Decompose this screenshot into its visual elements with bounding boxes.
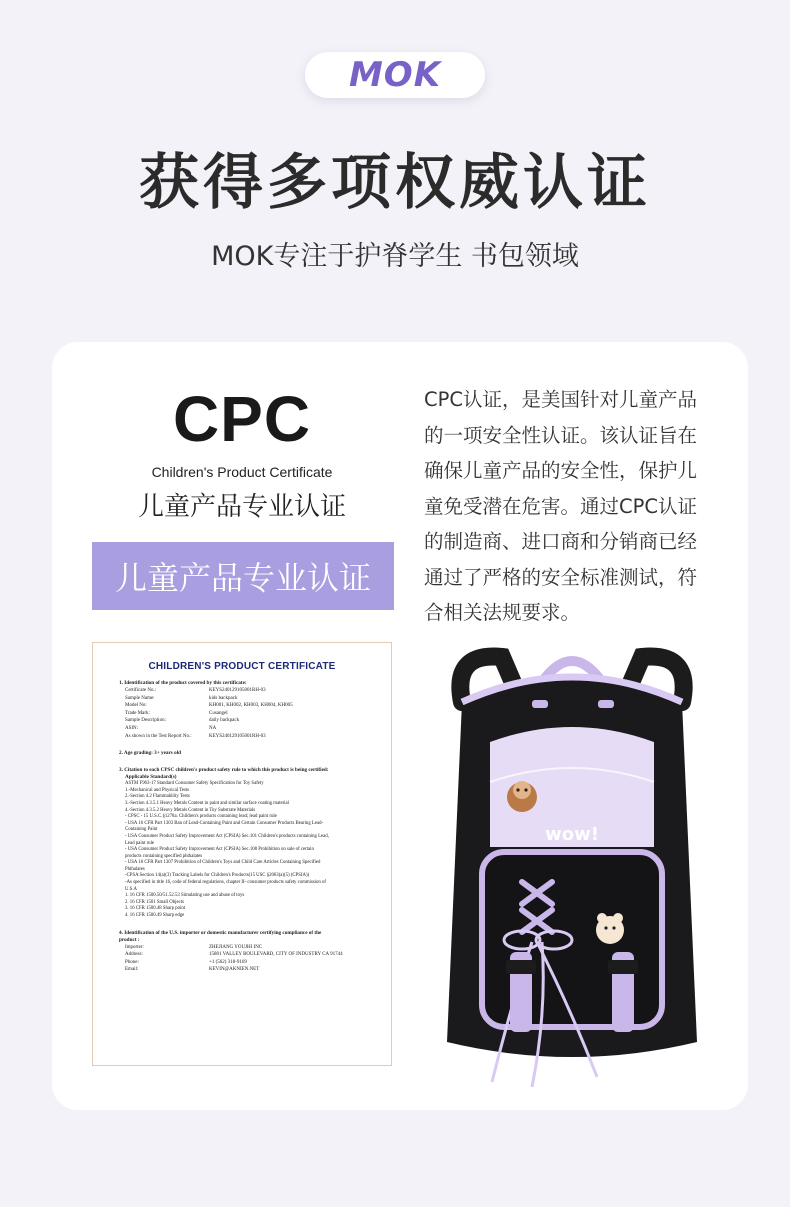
- certificate-rule-line: - USA 16 CFR Part 1303 Ban of Lead-Containing Paint and Certain Consumer Products Bearing Lead-: [125, 820, 324, 826]
- certificate-field-row: [119, 725, 365, 733]
- certificate-field-value: Cusangel: [209, 710, 228, 716]
- certificate-field-value: KEYS240129105001RH-03: [209, 688, 266, 693]
- certificate-rule-line: ASTM F963-17 Standard Consumer Safety Specification for Toy Safety: [125, 781, 264, 787]
- certificate-field-key: Importer:: [125, 944, 144, 950]
- certificate-rule-line: 2.-Section 4.2 Flammability Tests: [125, 794, 190, 800]
- brand-logo: MOK: [348, 55, 442, 95]
- certificate-rule-line: - USA 16 CFR Part 1307 Prohibition of Children's Toys and Child Care Articles Containing Specified: [125, 860, 321, 866]
- certificate-field-row: [119, 717, 365, 725]
- certificate-field-value: KEVIN@AKNIEN.NET: [209, 967, 260, 973]
- certificate-field-value: +1 (562) 318-9169: [209, 959, 247, 965]
- certificate-rule-line: products containing specified phthalates: [125, 853, 203, 859]
- certificate-rule-line: 3. 16 CFR 1500.48 Sharp point: [125, 906, 186, 912]
- certificate-section-2: 2. Age grading: 3+ years old: [119, 750, 182, 757]
- certificate-field-value: KEYS240129105001RH-03: [209, 733, 266, 739]
- certificate-rule-line: 1. 16 CFR 1500.50/51.52.53 Simulating use and abuse of toys: [125, 893, 245, 899]
- certificate-field-row: [119, 733, 365, 741]
- certificate-importer: [119, 944, 365, 974]
- certificate-field-value: 15801 VALLEY BOULEVARD, CITY OF INDUSTRY CA 91744: [209, 952, 343, 958]
- certificate-field-value: daily backpack: [209, 718, 240, 724]
- certificate-field-key: ASIN:: [125, 725, 139, 731]
- certification-card: [52, 342, 748, 1110]
- certificate-field-key: Trade Mark:: [125, 710, 150, 716]
- page-headline: 获得多项权威认证: [139, 148, 651, 218]
- certificate-field-value: ZHEJIANG YOUJHI INC: [209, 944, 263, 950]
- cpc-description: CPC认证，是美国针对儿童产品的一项安全性认证。该认证旨在确保儿童产品的安全性，保护儿童免受潜在危害。通过CPC认证的制造商、进口商和分销商已经通过了严格的安全标准测试，符合相关法规要求。: [424, 388, 698, 624]
- cpc-english-name: Children's Product Certificate: [151, 464, 333, 480]
- certificate-section-1: 1. Identification of the product covered by this certificate:: [119, 680, 247, 686]
- certificate-rule-line: 4. 16 CFR 1500.49 Sharp edge: [125, 913, 185, 919]
- certificate-rule-line: Lead paint rule: [125, 840, 155, 846]
- backpack-image: [422, 642, 722, 1092]
- certificate-rules: [119, 781, 365, 919]
- certificate-field-value: KH001, KH002, KH003, KH004, KH005: [209, 703, 293, 709]
- certificate-rule-line: -CPSA Section 14(a)(3) Tracking Labels for Children's Products(15 USC §2063(a)(5) (CPSIA)): [125, 873, 310, 879]
- certificate-fields: [119, 687, 365, 740]
- certificate-field-key: As shown in the Test Report No.:: [125, 733, 192, 739]
- certificate-section-4: 4. Identification of the U.S. importer or domestic manufacturer certifying compliance of the: [119, 929, 322, 936]
- certificate-section-3: 3. Citation to each CPSC children's product safety rule to which this product is being certified:: [119, 767, 329, 774]
- certificate-field-key: Phone:: [125, 959, 139, 965]
- certificate-rule-line: 2. 16 CFR 1501 Small Objects: [125, 899, 184, 905]
- certificate-field-row: [119, 687, 365, 695]
- certificate-rule-line: U.S.A: [125, 886, 137, 892]
- certificate-section-3-sub: Applicable Standard(s): [125, 774, 177, 781]
- certificate-field-key: Address:: [125, 952, 143, 958]
- certificate-section-4-sub: product :: [119, 936, 140, 943]
- certificate-field-key: Sample Name:: [125, 695, 155, 701]
- certificate-field-key: Email:: [125, 967, 139, 973]
- certificate-rule-line: - USA Consumer Product Safety Improvement Act (CPSIA) Sec.108 Prohibition on sale of certain: [125, 847, 314, 853]
- backpack-patch-text: wow!: [545, 824, 599, 845]
- certificate-field-row: [119, 966, 365, 974]
- certificate-field-key: Certificate No.:: [125, 688, 157, 693]
- certificate-rule-line: -As specified in title 16, code of federal regulations, chapter II- consumer products safety commission of: [125, 880, 327, 886]
- certificate-document: [92, 642, 392, 1066]
- cert-banner: [92, 542, 394, 610]
- certificate-rule-line: Phthalates: [125, 866, 145, 872]
- certificate-field-value: NA: [209, 725, 217, 731]
- certificate-field-row: [119, 951, 365, 959]
- certificate-field-row: [119, 944, 365, 952]
- certificate-rule-line: Containing Paint: [125, 827, 158, 833]
- page-subheadline: MOK专注于护脊学生 书包领域: [211, 241, 579, 272]
- cpc-logo: CPC: [172, 383, 312, 455]
- certificate-field-value: kids backpack: [209, 695, 238, 701]
- certificate-field-row: [119, 710, 365, 718]
- certificate-field-row: [119, 959, 365, 967]
- certificate-rule-line: - USA Consumer Product Safety Improvement Act (CPSIA) Sec.101 Children's products containing Lead,: [125, 833, 329, 839]
- cert-banner-label: 儿童产品专业认证: [114, 559, 371, 597]
- brand-logo-badge: [305, 52, 485, 98]
- certificate-rule-line: - CPSC - 15 U.S.C.§1278a. Children's products containing lead; lead paint rule: [125, 814, 277, 820]
- certificate-rule-line: 4.-Section 4.3.5.2 Heavy Metals Content in Toy Substrate Materials: [125, 807, 256, 813]
- cpc-chinese-name: 儿童产品专业认证: [137, 492, 346, 522]
- certificate-rule-line: 1.-Mechanical and Physical Tests: [125, 787, 190, 793]
- certificate-title: CHILDREN'S PRODUCT CERTIFICATE: [148, 661, 336, 672]
- certificate-field-row: [119, 702, 365, 710]
- certificate-field-row: [119, 695, 365, 703]
- certificate-field-key: Sample Description:: [125, 718, 166, 724]
- certificate-rule-line: 3.-Section 4.3.5.1 Heavy Metals Content in paint and similar surface coating material: [125, 800, 289, 806]
- certificate-field-key: Model No:: [125, 703, 147, 709]
